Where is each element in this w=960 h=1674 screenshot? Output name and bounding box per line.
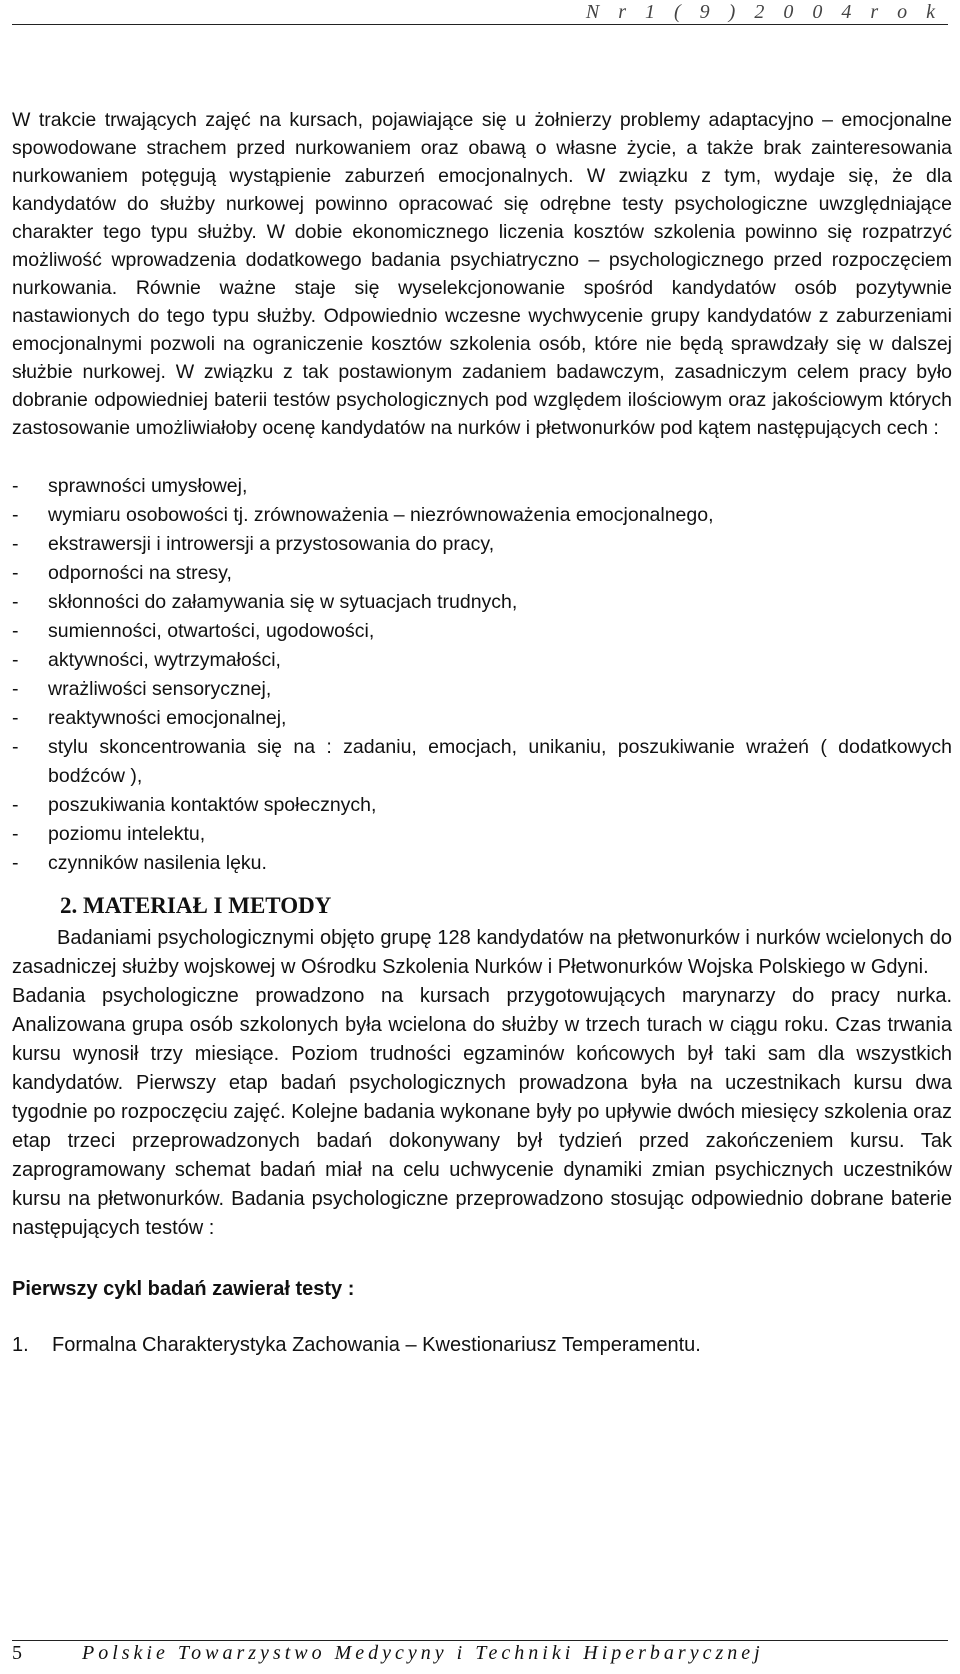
list-dash: - xyxy=(12,823,19,845)
list-dash: - xyxy=(12,852,19,874)
article-body xyxy=(12,106,952,1359)
list-item: - odporności na stresy, xyxy=(12,559,952,588)
methods-section xyxy=(12,924,952,1243)
list-item: - wrażliwości sensorycznej, xyxy=(12,675,952,704)
list-dash: - xyxy=(12,591,19,613)
methods-paragraph-1: Badaniami psychologicznymi objęto grupę 128 kandydatów na płetwonurków i nurków wcielonych do zasadniczej służby wojskowej w Ośrodku Szkolenia Nurków i Płetwonurków Wojska Polskiego w Gdyni. xyxy=(12,927,952,978)
list-item: - skłonności do załamywania się w sytuacjach trudnych, xyxy=(12,588,952,617)
list-dash: - xyxy=(12,649,19,671)
list-dash: - xyxy=(12,475,19,497)
list-item: - reaktywności emocjonalnej, xyxy=(12,704,952,733)
list-item: - stylu skoncentrowania się na : zadaniu, emocjach, unikaniu, poszukiwanie wrażeń ( dodatkowych bodźców ), xyxy=(12,733,952,791)
list-item: - czynników nasilenia lęku. xyxy=(12,849,952,878)
publisher-name: Polskie Towarzystwo Medycyny i Techniki Hiperbarycznej xyxy=(82,1642,764,1664)
intro-paragraph: W trakcie trwających zajęć na kursach, pojawiające się u żołnierzy problemy adaptacyjno – emocjonalne spowodowane strachem przed nurkowaniem oraz obawą o własne życie, a także brak zainteresowania nurkowaniem potęgują wystąpienie zaburzeń emocjonalnych. W związku z tym, wydaje się, że dla kandydatów do służby nurkowej powinno opracować się odrębne testy psychologiczne uwzględniające charakter tego typu służby. W dobie ekonomicznego liczenia kosztów szkolenia powinno się rozpatrzyć możliwość wprowadzenia dodatkowego badania psychiatryczno – psychologicznego przed rozpoczęciem nurkowania. Równie ważne staje się wyselekcjonowanie spośród kandydatów osób pozytywnie nastawionych do tego typu służby. Odpowiednio wczesne wychwycenie grupy kandydatów z zaburzeniami emocjonalnymi pozwoli na ograniczenie kosztów szkolenia osób, które nie będą sprawdzały się w dalszej służbie nurkowej. W związku z tak postawionym zadaniem badawczym, zasadniczym celem pracy było dobranie odpowiedniej baterii testów psychologicznych pod względem ilościowym oraz jakościowym których zastosowanie umożliwiałoby ocenę kandydatów na nurków i płetwonurków pod kątem następujących cech : xyxy=(12,109,952,439)
list-dash: - xyxy=(12,562,19,584)
methods-paragraph-2: Badania psychologiczne prowadzono na kursach przygotowujących marynarzy do pracy nurka. Analizowana grupa osób szkolonych była wcielona do służby w trzech turach w ciągu roku. Czas trwania kursu wynosił trzy miesiące. Poziom trudności egzaminów końcowych był taki sam dla wszystkich kandydatów. Pierwszy etap badań psychologicznych prowadzona była na uczestnikach kursu dwa tygodnie po rozpoczęciu zajęć. Kolejne badania wykonane były po upływie dwóch miesięcy szkolenia oraz etap trzeci przeprowadzonych badań dokonywany był tydzień przed zakończeniem kursu. Tak zaprogramowany schemat badań miał na celu uchwycenie dynamiki zmian psychicznych uczestników kursu na płetwonurków. Badania psychologiczne przeprowadzono stosując odpowiednio dobrane baterie następujących testów : xyxy=(12,985,952,1239)
list-dash: - xyxy=(12,794,19,816)
item-number: 1. xyxy=(12,1334,29,1356)
list-dash: - xyxy=(12,504,19,526)
page-header xyxy=(12,0,948,25)
list-dash: - xyxy=(12,736,19,758)
traits-list xyxy=(12,472,952,878)
first-cycle-heading: Pierwszy cykl badań zawierał testy : xyxy=(12,1278,355,1300)
list-item: - wymiaru osobowości tj. zrównoważenia – niezrównoważenia emocjonalnego, xyxy=(12,501,952,530)
issue-label: N r 1 ( 9 ) 2 0 0 4 r o k xyxy=(585,1,942,23)
list-item: - poziomu intelektu, xyxy=(12,820,952,849)
page-footer xyxy=(12,1642,948,1672)
item-text: Formalna Charakterystyka Zachowania – Kwestionariusz Temperamentu. xyxy=(52,1334,701,1356)
section-heading: 2. MATERIAŁ I METODY xyxy=(60,893,332,918)
list-item: - poszukiwania kontaktów społecznych, xyxy=(12,791,952,820)
page-number: 5 xyxy=(12,1642,22,1664)
list-item: - aktywności, wytrzymałości, xyxy=(12,646,952,675)
list-item: - sumienności, otwartości, ugodowości, xyxy=(12,617,952,646)
list-dash: - xyxy=(12,707,19,729)
list-item: - sprawności umysłowej, xyxy=(12,472,952,501)
list-dash: - xyxy=(12,678,19,700)
list-dash: - xyxy=(12,533,19,555)
footer-divider xyxy=(12,1640,948,1641)
numbered-item xyxy=(12,1331,952,1359)
list-item: - ekstrawersji i introwersji a przystosowania do pracy, xyxy=(12,530,952,559)
list-dash: - xyxy=(12,620,19,642)
